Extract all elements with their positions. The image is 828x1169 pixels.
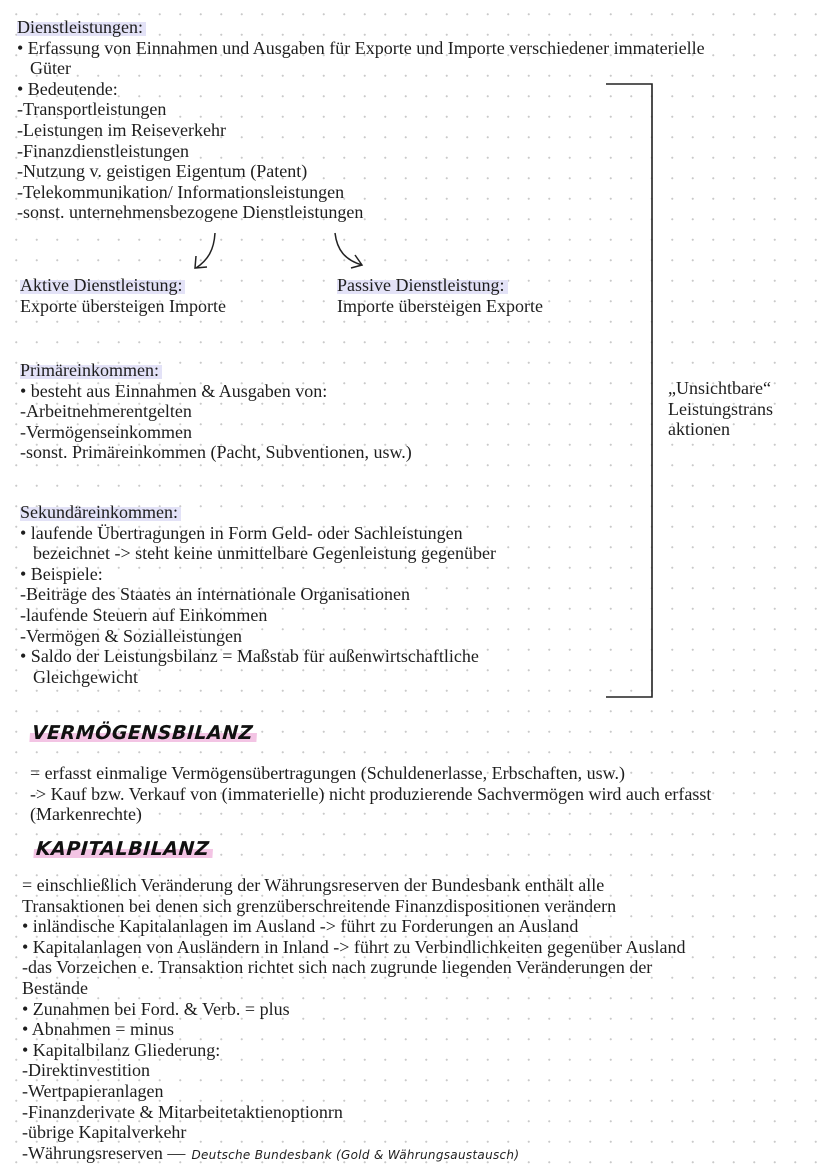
heading-dienstleistungen: Dienstleistungen: <box>17 17 146 37</box>
text-line: = einschließlich Veränderung der Währungsreserven der Bundesbank enthält alle <box>22 875 605 895</box>
text-line: -übrige Kapitalverkehr <box>22 1122 187 1143</box>
heading-text: KAPITALBILANZ <box>33 838 214 860</box>
text-line: Güter <box>30 58 71 79</box>
vermoegensbilanz-section <box>30 763 711 825</box>
text-line: Exporte übersteigen Importe <box>20 295 226 316</box>
sekundaereinkommen-section <box>20 502 496 687</box>
text-line: Transaktionen bei denen sich grenzüberschreitende Finanzdispositionen verändern <box>22 895 617 916</box>
text-line: -das Vorzeichen e. Transaktion richtet sich nach zugrunde liegenden Veränderungen der <box>22 957 653 978</box>
text-line: = erfasst einmalige Vermögensübertragungen (Schuldenerlasse, Erbschaften, usw.) <box>30 763 625 783</box>
kapitalbilanz-section <box>22 875 685 1163</box>
text-line: (Markenrechte) <box>30 804 142 825</box>
heading-aktiv: Aktive Dienstleistung: <box>20 275 185 295</box>
bracket-note <box>668 378 773 440</box>
text-line: • laufende Übertragungen in Form Geld- oder Sachleistungen <box>20 522 463 543</box>
text-line: • Saldo der Leistungsbilanz = Maßstab für außenwirtschaftliche <box>20 646 479 667</box>
heading-passiv: Passive Dienstleistung: <box>337 275 508 295</box>
text-line: • Erfassung von Einnahmen und Ausgaben für Exporte und Importe verschiedener immaterielle <box>17 37 705 58</box>
text-line: -sonst. unternehmensbezogene Dienstleistungen <box>17 202 364 223</box>
text-line: -Nutzung v. geistigen Eigentum (Patent) <box>17 161 308 182</box>
text-line: • Kapitalbilanz Gliederung: <box>22 1039 221 1060</box>
text-line: Importe übersteigen Exporte <box>337 295 543 316</box>
text-line: -Transportleistungen <box>17 99 167 120</box>
text-line: -Vermögen & Sozialleistungen <box>20 625 242 646</box>
heading-kapitalbilanz <box>33 838 214 860</box>
text-line: • Bedeutende: <box>17 78 118 99</box>
text-line: Leistungstrans <box>668 398 773 419</box>
primaereinkommen-section <box>20 360 412 463</box>
text-line: -laufende Steuern auf Einkommen <box>20 604 268 625</box>
dienstleistungen-section <box>17 17 705 223</box>
text-line: -Beiträge des Staates an internationale Organisationen <box>20 584 411 605</box>
text-line: • Kapitalanlagen von Ausländern in Inland -> führt zu Verbindlichkeiten gegenüber Ausland <box>22 936 686 957</box>
passive-dienstleistung <box>337 275 543 316</box>
heading-primaer: Primäreinkommen: <box>20 360 162 380</box>
text-line: -Finanzdienstleistungen <box>17 140 189 161</box>
heading-text: VERMÖGENSBILANZ <box>29 722 258 744</box>
arrow-right-icon <box>335 233 362 268</box>
text-line: -Finanzderivate & Mitarbeitetaktienoptionrn <box>22 1101 343 1122</box>
text-line: -Telekommunikation/ Informationsleistungen <box>17 181 345 202</box>
text-line: • besteht aus Einnahmen & Ausgaben von: <box>20 380 328 401</box>
text-line: • Abnahmen = minus <box>22 1019 174 1040</box>
text-line: aktionen <box>668 419 730 440</box>
text-line: Bestände <box>22 977 88 998</box>
text-line: bezeichnet -> steht keine unmittelbare Gegenleistung gegenüber <box>33 543 496 564</box>
heading-vermoegensbilanz <box>29 722 258 744</box>
text-line: • Beispiele: <box>20 563 103 584</box>
text-line: -Vermögenseinkommen <box>20 421 192 442</box>
handwritten-note: Deutsche Bundesbank (Gold & Währungsaustausch) <box>191 1147 520 1162</box>
text-line-with-note <box>22 1143 685 1164</box>
heading-sekundaer: Sekundäreinkommen: <box>20 502 181 522</box>
text-line: • Zunahmen bei Ford. & Verb. = plus <box>22 998 290 1019</box>
text-line: -Währungsreserven — <box>22 1142 186 1163</box>
text-line: „Unsichtbare“ <box>668 378 771 398</box>
text-line: -Arbeitnehmerentgelten <box>20 401 192 422</box>
text-line: -> Kauf bzw. Verkauf von (immaterielle) nicht produzierende Sachvermögen wird auch erfasst <box>30 783 712 804</box>
text-line: • inländische Kapitalanlagen im Ausland -> führt zu Forderungen an Ausland <box>22 916 579 937</box>
text-line: -Leistungen im Reiseverkehr <box>17 119 226 140</box>
text-line: -sonst. Primäreinkommen (Pacht, Subventionen, usw.) <box>20 442 412 463</box>
arrow-left-icon <box>195 233 215 268</box>
aktive-dienstleistung <box>20 275 226 316</box>
text-line: Gleichgewicht <box>33 666 138 687</box>
text-line: -Direktinvestition <box>22 1060 150 1081</box>
text-line: -Wertpapieranlagen <box>22 1080 164 1101</box>
